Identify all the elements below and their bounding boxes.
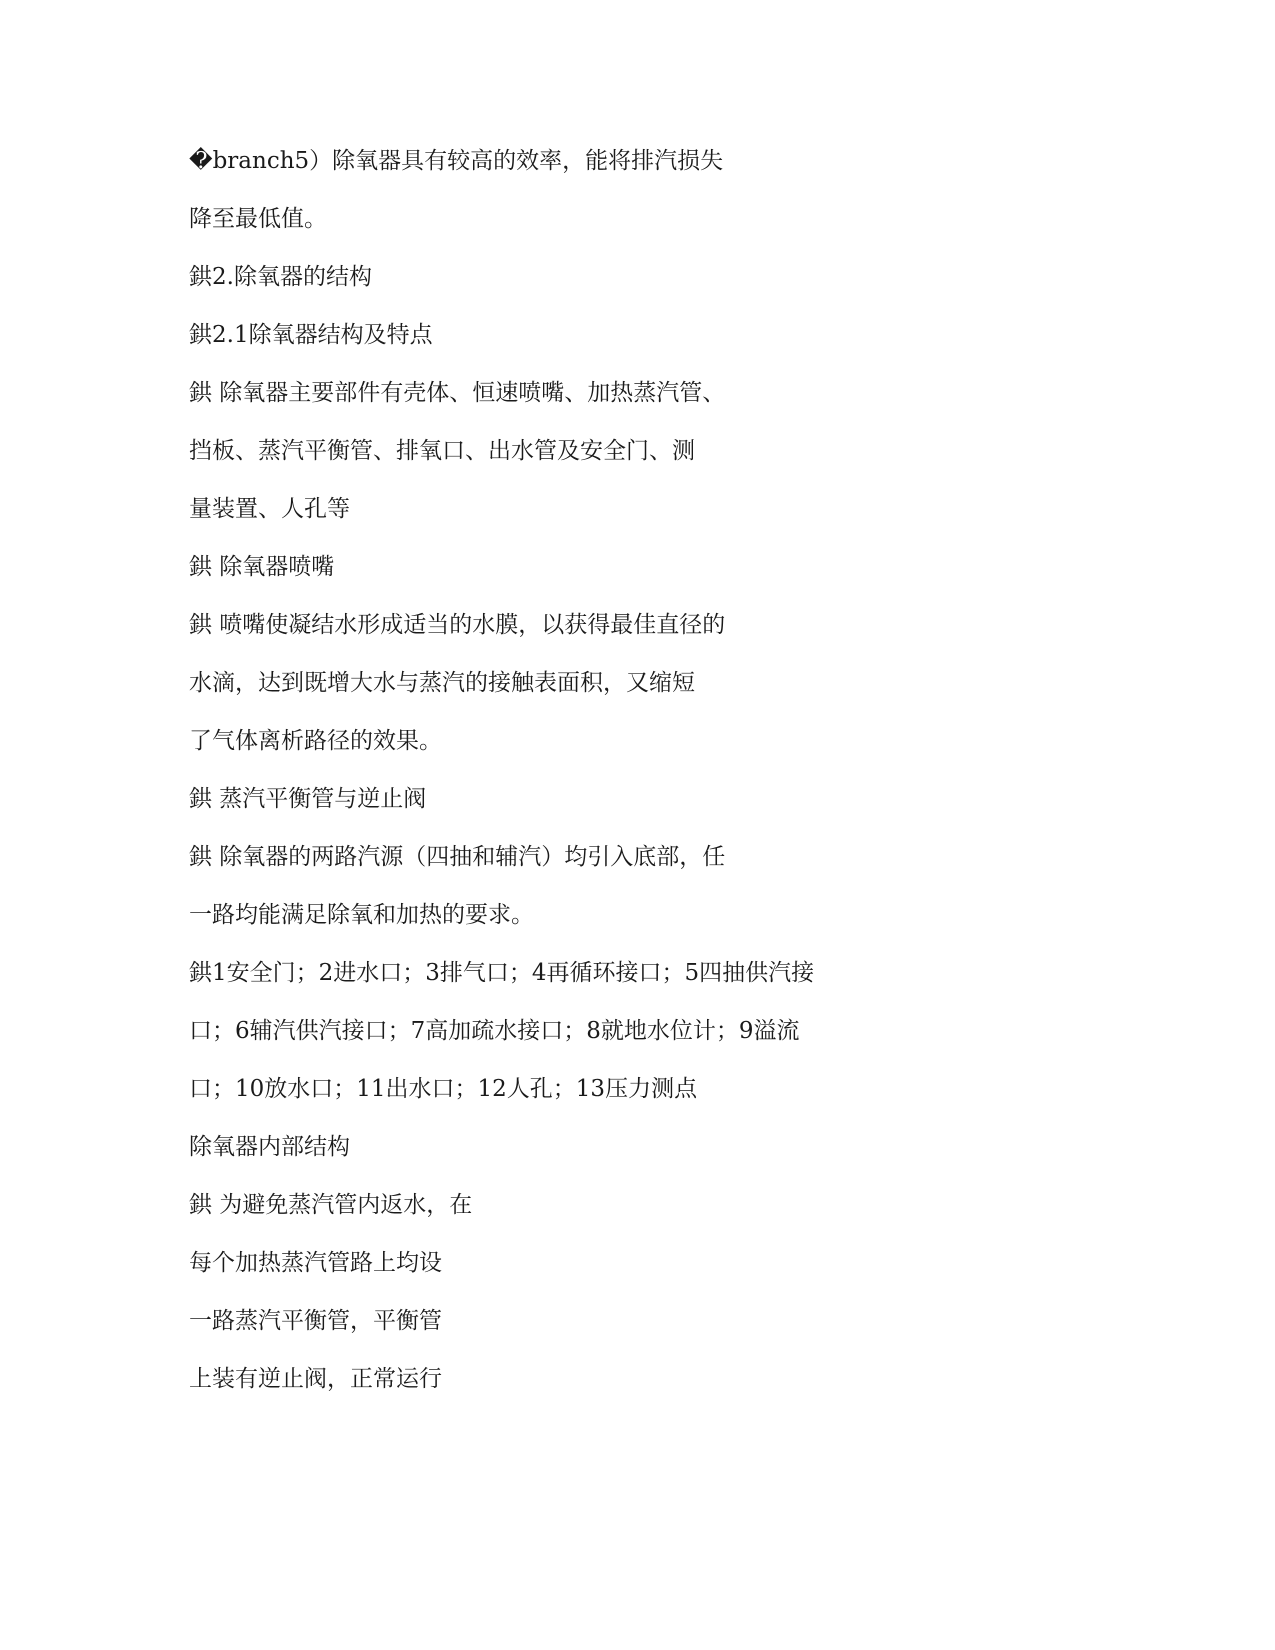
text-line: 量装置、人孔等: [189, 496, 350, 522]
text-line: 上装有逆止阀，正常运行: [189, 1366, 442, 1392]
text-line: 口；10放水口；11出水口；12人孔；13压力测点: [189, 1076, 698, 1102]
text-line: 鉷 除氧器主要部件有壳体、恒速喷嘴、加热蒸汽管、: [189, 380, 726, 406]
text-line: 鉷 除氧器的两路汽源（四抽和辅汽）均引入底部，任: [189, 844, 726, 870]
text-line: 降至最低值。: [189, 206, 327, 232]
text-line: 鉷 喷嘴使凝结水形成适当的水膜，以获得最佳直径的: [189, 612, 726, 638]
text-line: 除氧器内部结构: [189, 1134, 350, 1160]
text-line: 一路均能满足除氧和加热的要求。: [189, 902, 534, 928]
text-line: 口；6辅汽供汽接口；7高加疏水接口；8就地水位计；9溢流: [189, 1018, 800, 1044]
text-line: 鉷1安全门；2进水口；3排气口；4再循环接口；5四抽供汽接: [189, 960, 815, 986]
text-line: 鉷 除氧器喷嘴: [189, 554, 335, 580]
text-line: 了气体离析路径的效果。: [189, 728, 442, 754]
subsection-heading: 鉷2.1除氧器结构及特点: [189, 322, 433, 348]
text-line: �branch5）除氧器具有较高的效率，能将排汽损失: [189, 148, 724, 174]
section-heading: 鉷2.除氧器的结构: [189, 264, 372, 290]
text-line: 每个加热蒸汽管路上均设: [189, 1250, 442, 1276]
text-line: 鉷 为避免蒸汽管内返水，在: [189, 1192, 473, 1218]
text-line: 鉷 蒸汽平衡管与逆止阀: [189, 786, 427, 812]
text-line: 挡板、蒸汽平衡管、排氧口、出水管及安全门、测: [189, 438, 695, 464]
text-line: 水滴，达到既增大水与蒸汽的接触表面积，又缩短: [189, 670, 695, 696]
text-line: 一路蒸汽平衡管，平衡管: [189, 1308, 442, 1334]
